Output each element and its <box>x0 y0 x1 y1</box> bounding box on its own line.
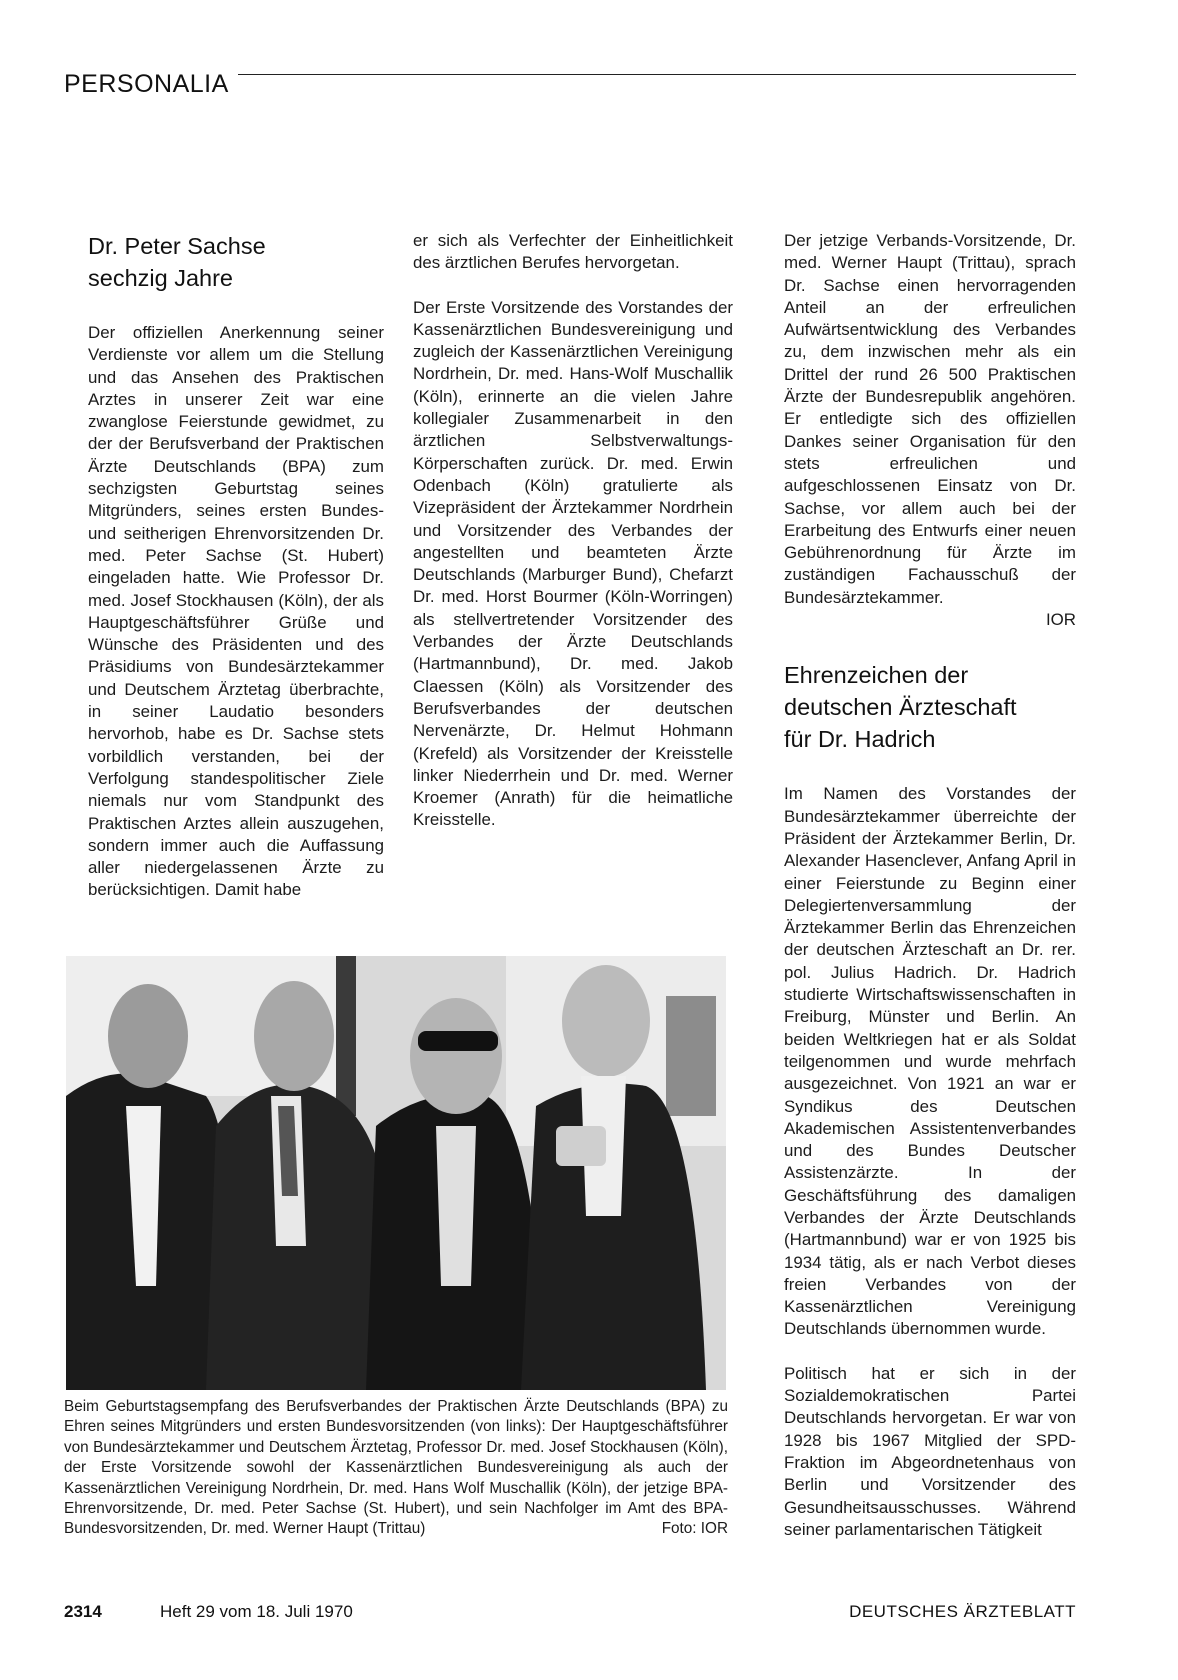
article2-paragraph: Politisch hat er sich in der Sozialdemokratischen Partei Deutschlands hervorgetan. Er war von 1928 bis 1967 Mitglied der SPD-Fraktion im Abgeordnetenhaus von Berlin und Vorsitzender des Gesundheitsausschusses. Während seiner parlamentarischen Tätigkeit <box>784 1363 1076 1539</box>
issue-info: Heft 29 vom 18. Juli 1970 <box>160 1602 353 1621</box>
article2-title-line3: für Dr. Hadrich <box>784 726 936 753</box>
group-photo <box>66 956 726 1390</box>
article1-paragraph-text: Der jetzige Verbands-Vorsitzende, Dr. med. Werner Haupt (Trittau), sprach Dr. Sachse einen hervorragenden Anteil an der erfreulichen Aufwärtsentwicklung des Verbandes zu, dem inzwischen mehr als ein Drittel der rund 26 500 Praktischen Ärzte der Bundesrepublik angehören. Er entledigte sich des offiziellen Dankes seiner Organisation für den stets erfreulichen und aufgeschlossenen Einsatz von Dr. Sachse, vor allem auch bei der Erarbeitung des Entwurfs einer neuen Gebührenordnung für Ärzte im zuständigen Fachausschuß der Bundesärztekammer. <box>784 231 1076 607</box>
section-heading: PERSONALIA <box>64 70 229 98</box>
photo-caption <box>64 1397 728 1540</box>
header-rule <box>238 74 1076 75</box>
photo-caption-text: Beim Geburtstagsempfang des Berufsverbandes der Praktischen Ärzte Deutschlands (BPA) zu Ehren seines Mitgründers und ersten Bundesvorsitzenden (von links): Der Hauptgeschäftsführer von Bundesärztekammer und Deutschem Ärztetag, Professor Dr. med. Josef Stockhausen (Köln), der Erste Vorsitzende sowohl der Kassenärztlichen Bundesvereinigung als auch der Kassenärztlichen Vereinigung Nordrhein, Dr. med. Hans Wolf Muschallik (Köln), der jetzige BPA-Ehrenvorsitzende, Dr. med. Peter Sachse (St. Hubert), und sein Nachfolger im Amt des BPA-Bundesvorsitzenden, Dr. med. Werner Haupt (Trittau) <box>64 1398 728 1538</box>
photo-credit: Foto: IOR <box>661 1520 728 1538</box>
journal-name: DEUTSCHES ÄRZTEBLATT <box>849 1602 1076 1621</box>
article2-title-line1: Ehrenzeichen der <box>784 662 969 689</box>
article1-paragraph: Der Erste Vorsitzende des Vorstandes der Kassenärztlichen Bundesvereinigung und zugleich der Kassenärztlichen Vereinigung Nordrhein, Dr. med. Hans-Wolf Muschallik (Köln), erinnerte an die vielen Jahre kollegialer Zusammenarbeit in den ärztlichen Selbstverwaltungs-Körperschaften zurück. Dr. med. Erwin Odenbach (Köln) gratulierte als Vizepräsident der Ärztekammer Nordrhein und Vorsitzender des Verbandes der angestellten und beamteten Ärzte Deutschlands (Marburger Bund), Chefarzt Dr. med. Horst Bourmer (Köln-Worringen) als stellvertretender Vorsitzender des Verbandes der Ärzte Deutschlands (Hartmannbund), Dr. med. Jakob Claessen (Köln) als Vorsitzender des Berufsverbandes der deutschen Nervenärzte, Dr. Helmut Hohmann (Krefeld) als Vorsitzender der Kreisstelle linker Niederrhein und Dr. med. Werner Kroemer (Anrath) für die heimatliche Kreisstelle. <box>413 297 733 830</box>
article1-column-1 <box>88 230 384 924</box>
article1-title-line1: Dr. Peter Sachse <box>88 233 266 259</box>
article1-signature: IOR <box>1045 610 1076 630</box>
article1-paragraph-final <box>784 230 1076 631</box>
article1-title <box>88 230 384 294</box>
article2-paragraph: Im Namen des Vorstandes der Bundesärztekammer überreichte der Präsident der Ärztekammer Berlin, Dr. Alexander Hasenclever, Anfang April in einer Feierstunde zu Beginn einer Delegiertenversammlung der Ärztekammer Berlin das Ehrenzeichen der deutschen Ärzteschaft an Dr. rer. pol. Julius Hadrich. Dr. Hadrich studierte Wirtschaftswissenschaften in Freiburg, Münster und Berlin. An beiden Weltkriegen hat er als Soldat teilgenommen und wurde mehrfach ausgezeichnet. Von 1921 an war er Syndikus des Deutschen Akademischen Assistentenverbandes und des Bundes Deutscher Assistenzärzte. In der Geschäftsführung des damaligen Verbandes der Ärzte Deutschlands (Hartmannbund) war er von 1925 bis 1934 tätig, als er nach Verbot dieses freien Verbandes von der Kassenärztlichen Vereinigung Deutschlands übernommen wurde. <box>784 784 1076 1339</box>
article1-title-line2: sechzig Jahre <box>88 265 233 291</box>
article2-title <box>784 659 1076 755</box>
page-number: 2314 <box>64 1602 102 1621</box>
article2-title-line2: deutschen Ärzteschaft <box>784 694 1017 721</box>
article1-paragraph: Der offiziellen Anerkennung seiner Verdienste vor allem um die Stellung und das Ansehen des Praktischen Arztes in unserer Zeit war eine zwanglose Feierstunde gewidmet, zu der der Berufsverband der Praktischen Ärzte Deutschlands (BPA) zum sechzigsten Geburtstag seines Mitgründers, seines ersten Bundes- und seitherigen Ehrenvorsitzenden Dr. med. Peter Sachse (St. Hubert) eingeladen hatte. Wie Professor Dr. med. Josef Stockhausen (Köln), der als Hauptgeschäftsführer Grüße und Wünsche des Präsidenten und des Präsidiums von Bundesärztekammer und Deutschem Ärztetag überbrachte, in seiner Laudatio besonders hervorhob, habe es Dr. Sachse stets vorbildlich verstanden, bei der Verfolgung standespolitischer Ziele niemals nur vom Standpunkt des Praktischen Arztes allein auszugehen, sondern immer auch die Auffassung aller niedergelassenen Ärzte zu berücksichtigen. Damit habe <box>88 323 384 900</box>
group-photo-image <box>66 956 726 1390</box>
right-column <box>784 230 1076 1563</box>
article1-paragraph: er sich als Verfechter der Einheitlichkeit des ärztlichen Berufes hervorgetan. <box>413 231 733 273</box>
article1-signature-row <box>784 609 1076 631</box>
article1-column-2 <box>413 230 733 854</box>
